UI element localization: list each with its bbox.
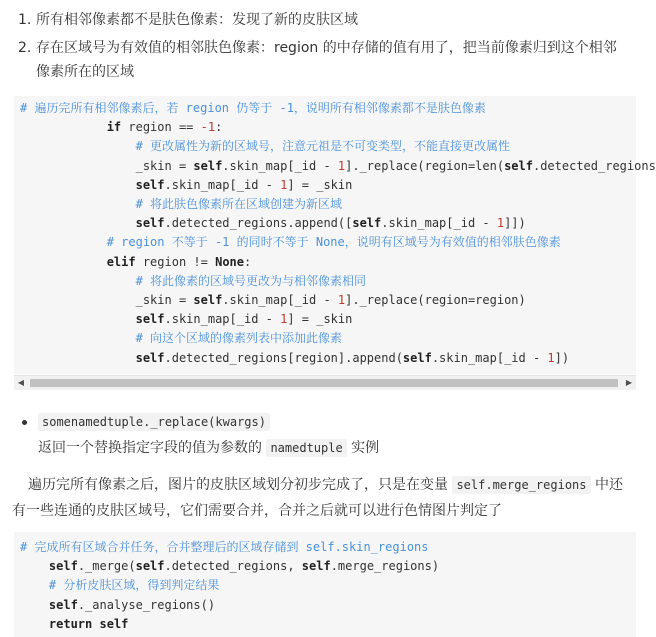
list-text-continued: 像素所在的区域 — [36, 64, 134, 80]
code-token — [20, 559, 49, 573]
code-token: # 更改属性为新的区域号，注意元祖是不可变类型，不能直接更改属性 — [135, 139, 511, 154]
code-line — [20, 291, 526, 310]
code-token: None — [215, 254, 244, 269]
code-token: region != — [135, 254, 216, 269]
code-token: self — [48, 559, 78, 574]
code-line — [20, 176, 352, 195]
paragraph-line-1 — [28, 472, 623, 498]
code-token — [20, 274, 136, 288]
numbered-list — [18, 8, 638, 84]
code-token: ]._replace(region=len( — [345, 158, 505, 173]
code-token: _skin = — [20, 293, 194, 307]
inline-code-namedtuple: namedtuple — [266, 439, 346, 457]
code-token — [20, 598, 49, 612]
code-token — [20, 139, 136, 153]
scrollbar-thumb[interactable] — [30, 379, 618, 387]
code-token: .detected_regions, — [164, 559, 302, 574]
code-token — [20, 617, 49, 631]
code-token: .merge_regions) — [330, 559, 440, 574]
code-token: # 向这个区域的像素列表中添加此像素 — [135, 331, 343, 346]
code-token: self — [402, 350, 432, 365]
bullet-desc-suffix: 实例 — [346, 440, 380, 456]
code-line — [20, 349, 569, 368]
code-token: .skin_map[_id - — [164, 312, 281, 327]
scroll-left-arrow-icon[interactable]: ◀ — [17, 378, 25, 387]
code-token — [20, 578, 49, 592]
code-token — [20, 331, 136, 345]
code-line — [20, 118, 222, 137]
scroll-right-arrow-icon[interactable]: ▶ — [625, 378, 633, 387]
code-token: elif — [106, 254, 136, 269]
code-line — [20, 195, 342, 214]
code-line — [20, 329, 342, 348]
code-token — [92, 617, 99, 631]
code-token: ]) — [554, 350, 570, 365]
code-block-merge-analyse — [14, 532, 636, 637]
code-token: .detected_regions — [532, 158, 656, 173]
code-token: ] = _skin — [287, 177, 353, 192]
para-text-suffix: 中还 — [590, 477, 623, 493]
code-token: .skin_map[_id - — [164, 177, 281, 192]
code-token: self — [48, 597, 78, 612]
code-token: self — [301, 559, 331, 574]
list-number: 2. — [18, 40, 32, 56]
code-token: ]._replace(region=region) — [345, 293, 526, 307]
code-token — [20, 255, 107, 269]
code-line — [20, 253, 251, 272]
code-line — [20, 233, 561, 252]
code-token: ] = _skin — [287, 312, 353, 327]
paragraph-line-2: 有一些连通的皮肤区域号，它们需要合并，合并之后就可以进行色情图片判定了 — [12, 503, 502, 519]
code-line — [20, 214, 526, 233]
code-line — [20, 310, 352, 329]
code-token: .detected_regions[region].append( — [164, 350, 403, 365]
code-token: self — [135, 350, 165, 365]
code-line — [20, 157, 656, 176]
code-token: _skin = — [20, 158, 194, 173]
code-token: 1 — [280, 177, 288, 192]
code-token: # 遍历完所有相邻像素后，若 region 仍等于 -1，说明所有相邻像素都不是肤色像素 — [20, 101, 486, 115]
list-item — [18, 36, 638, 84]
list-text: 存在区域号为有效值的相邻肤色像素：region 的中存储的值有用了，把当前像素归到这个相邻 — [36, 40, 617, 56]
code-line — [20, 99, 486, 118]
code-token: self — [135, 177, 165, 192]
list-item — [18, 8, 638, 32]
code-token: if — [106, 120, 122, 135]
code-token: 1 — [337, 158, 346, 173]
code-token — [20, 312, 136, 326]
code-token: : — [244, 254, 252, 269]
code-token — [20, 120, 107, 134]
code-token: self — [135, 312, 165, 327]
para-text: 遍历完所有像素之后，图片的皮肤区域划分初步完成了，只是在变量 — [28, 477, 453, 493]
code-token: return — [48, 616, 93, 631]
code-token: .detected_regions.append([ — [164, 216, 353, 231]
code-line — [20, 615, 128, 634]
code-token: 1 — [496, 216, 505, 231]
list-number: 1. — [18, 12, 32, 28]
code-token: self — [99, 616, 129, 631]
bullet-dot — [22, 420, 27, 425]
code-token — [20, 216, 136, 230]
list-text: 所有相邻像素都不是肤色像素：发现了新的皮肤区域 — [36, 12, 358, 28]
code-token — [20, 235, 107, 249]
code-token: ]]) — [504, 216, 526, 231]
code-token: self — [193, 293, 223, 307]
code-token: .skin_map[_id - — [222, 158, 338, 173]
code-token: : — [215, 120, 223, 135]
code-token: .skin_map[_id - — [431, 350, 548, 365]
code-line — [20, 557, 439, 576]
code-token: self — [135, 216, 165, 231]
code-token: self — [193, 158, 223, 173]
code-block-region-assignment — [14, 96, 656, 374]
code-horizontal-scrollbar[interactable] — [14, 375, 636, 390]
code-token: # 将此肤色像素所在区域创建为新区域 — [135, 197, 343, 211]
code-token: -1 — [200, 120, 216, 135]
code-token — [20, 351, 136, 365]
code-line — [20, 272, 366, 291]
code-token: # region 不等于 -1 的同时不等于 None，说明有区域号为有效值的相邻肤色像素 — [106, 235, 561, 250]
code-token: region == — [121, 120, 201, 135]
code-token — [20, 197, 136, 211]
code-token: 1 — [547, 350, 555, 365]
code-token: # 分析皮肤区域，得到判定结果 — [48, 578, 220, 593]
code-token: self — [352, 216, 382, 231]
code-token: .skin_map[_id - — [222, 293, 338, 307]
bullet-description — [38, 436, 379, 460]
code-token — [20, 178, 136, 192]
code-token: 1 — [280, 312, 288, 327]
bullet-desc-text: 返回一个替换指定字段的值为参数的 — [38, 440, 267, 456]
code-line — [20, 137, 510, 156]
code-token: self — [135, 559, 165, 574]
code-token: # 将此像素的区域号更改为与相邻像素相同 — [135, 273, 367, 288]
code-token: ._merge( — [77, 559, 136, 574]
code-line — [20, 538, 429, 557]
code-line — [20, 576, 219, 595]
code-token: # 完成所有区域合并任务，合并整理后的区域存储到 self.skin_regions — [20, 540, 429, 554]
code-line — [20, 596, 215, 615]
code-token: self — [504, 158, 533, 173]
inline-code-merge-regions: self.merge_regions — [452, 476, 590, 494]
code-token: .skin_map[_id - — [381, 216, 497, 231]
code-token: 1 — [337, 293, 346, 307]
code-token: ._analyse_regions() — [77, 597, 216, 612]
inline-code-replace: somenamedtuple._replace(kwargs) — [38, 413, 270, 431]
